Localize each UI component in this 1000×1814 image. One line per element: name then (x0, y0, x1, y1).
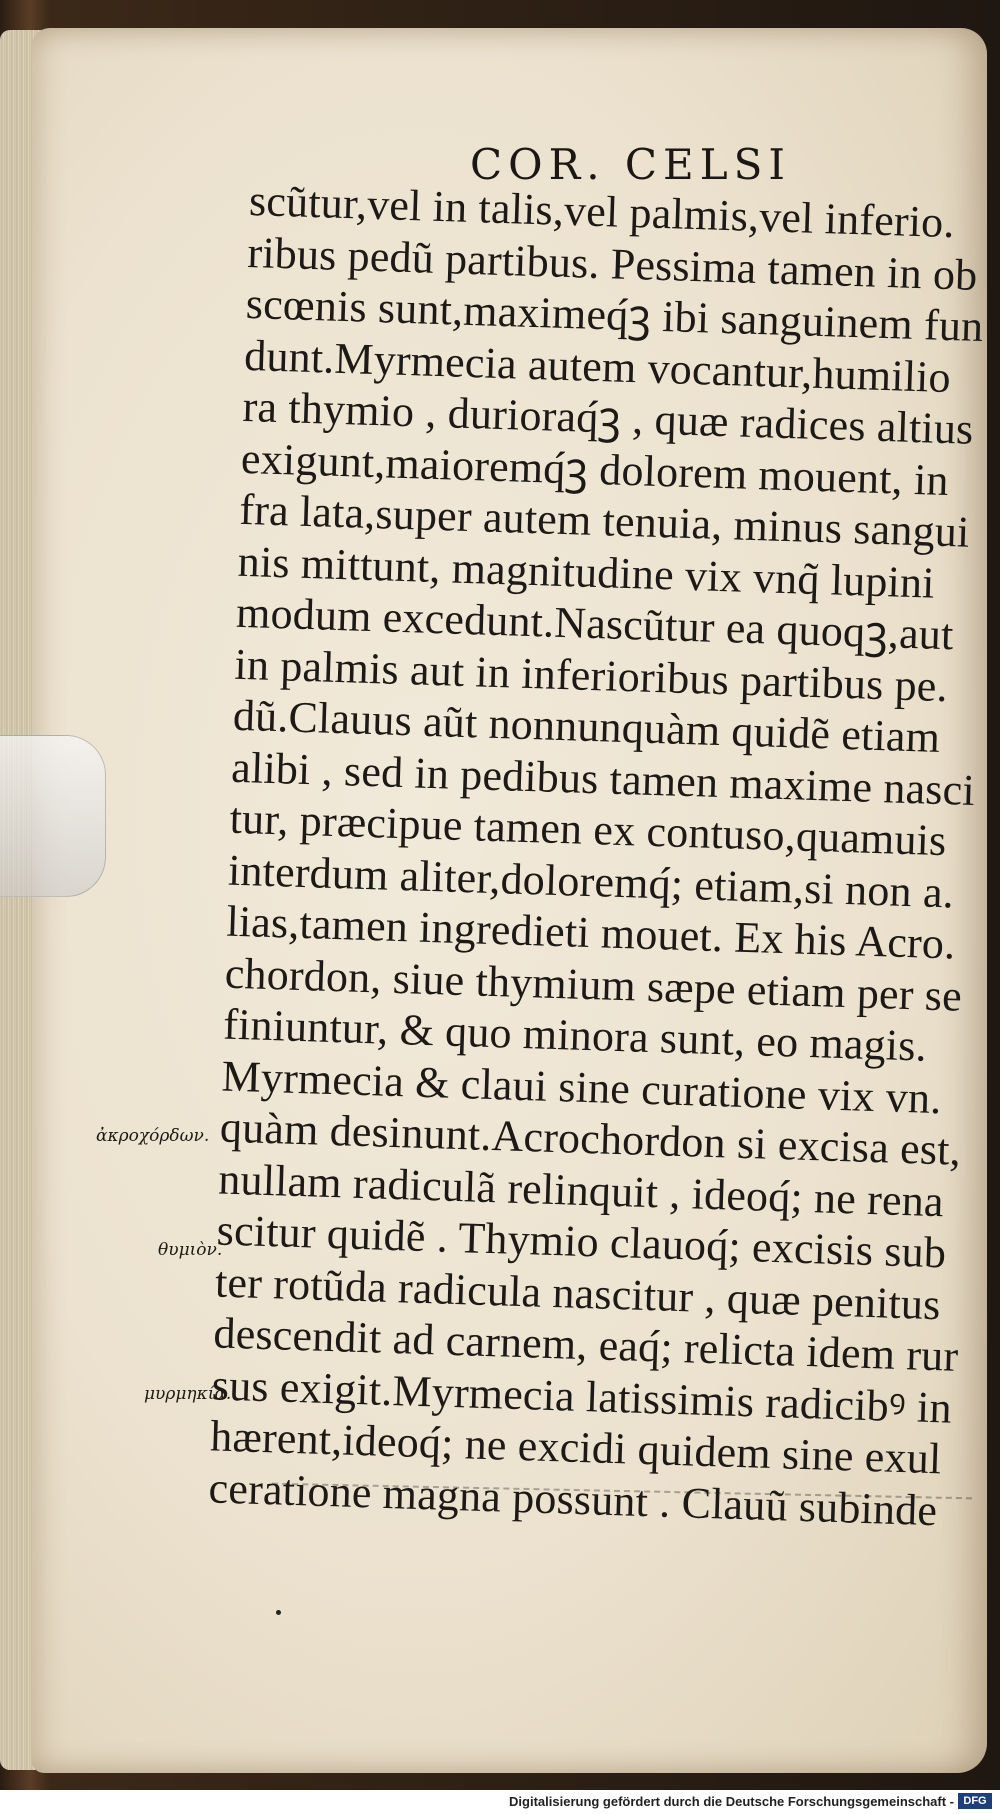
funding-credit: Digitalisierung gefördert durch die Deutsche Forschungsgemeinschaft - (509, 1794, 954, 1809)
page-clip (0, 735, 106, 897)
text-line: in palmis aut in inferioribus partibus pe. (233, 639, 949, 711)
text-line: nis mittunt, magnitudine vix vnq̃ lupini (237, 536, 936, 608)
text-line: quàm desinunt.Acrochordon si excisa est, (219, 1102, 962, 1175)
text-line: ter rotũda radicula nascitur , quæ penitus (214, 1256, 942, 1329)
text-line: chordon, siue thymium sæpe etiam per se (224, 948, 963, 1021)
text-line: scitur quidẽ . Thymio clauoq́; excisis sub (216, 1205, 947, 1278)
text-line: lias,tamen ingredieti mouet. Ex his Acro. (225, 896, 957, 969)
text-line: hærent,ideoq́; ne excidi quidem sine exul (209, 1411, 943, 1484)
text-line: nullam radiculã relinquit , ideoq́; ne rena (217, 1154, 945, 1226)
text-line: alibi , sed in pedibus tamen maxime nasci (230, 742, 976, 815)
text-line: ribus pedũ partibus. Pessima tamen in ob (246, 227, 979, 300)
text-line: tur, præcipue tamen ex contuso,quamuis (229, 793, 948, 866)
text-line: scũtur,vel in talis,vel palmis,vel inferio. (248, 175, 956, 248)
text-line: ra thymio , durioraq́ꝫ , quæ radices altius (241, 381, 975, 454)
text-line: fra lata,super autem tenuia, minus sangui (238, 484, 971, 557)
text-line: scœnis sunt,maximeq́ꝫ ibi sanguinem fun (245, 278, 985, 352)
text-line: modum excedunt.Nascũtur ea quoqꝫ,aut (235, 587, 955, 660)
dfg-logo: DFG (958, 1793, 992, 1809)
marginal-note-acrochordon: ἀκροχόρδων. (96, 1126, 210, 1146)
body-text (207, 175, 985, 1536)
text-line: ceratione magna possunt . Clauũ subinde (207, 1462, 938, 1535)
text-line: Myrmecia & claui sine curatione vix vn. (220, 1051, 943, 1123)
marginal-note-thymion: θυμιὸν. (158, 1240, 223, 1260)
text-line: descendit ad carnem, eaq́; relicta idem rur (212, 1308, 960, 1381)
running-head: COR. CELSI (470, 140, 791, 189)
text-line: interdum aliter,doloremq́; etiam,si non a. (227, 845, 955, 917)
text-line: exigunt,maioremq́ꝫ dolorem mouent, in (240, 433, 950, 505)
ink-dot (276, 1610, 281, 1615)
text-line: dũ.Clauus aũt nonnunquàm quidẽ etiam (232, 690, 941, 762)
text-line: dunt.Myrmecia autem vocantur,humilio (243, 330, 952, 402)
text-line: finiuntur, & quo minora sunt, eo magis. (222, 999, 928, 1071)
marginal-note-myrmekia: μυρμηκία. (144, 1384, 232, 1404)
text-line: sus exigit.Myrmecia latissimis radicibꝰ in (211, 1359, 953, 1433)
